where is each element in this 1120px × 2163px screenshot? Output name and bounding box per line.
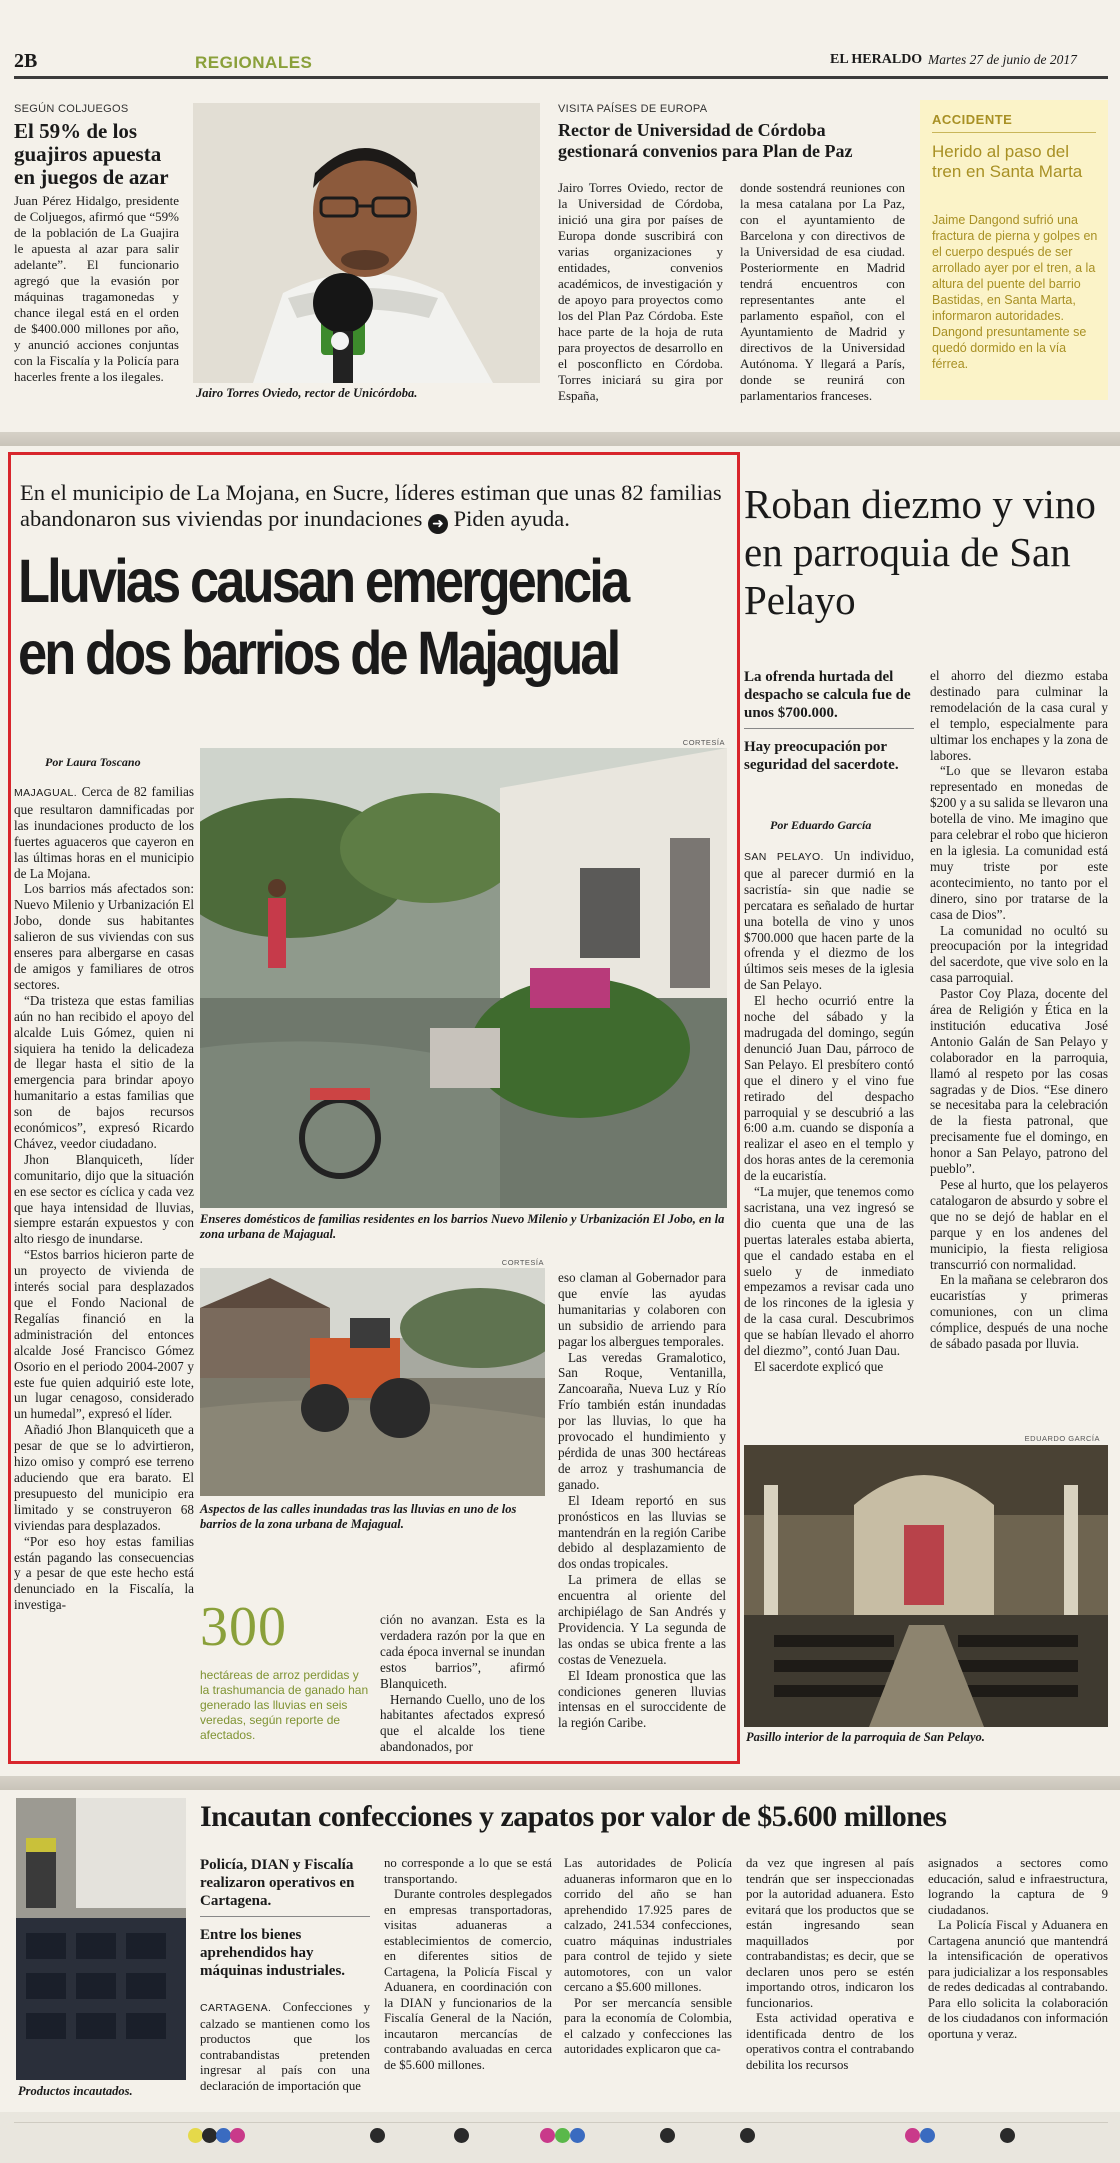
bottom-paragraph: Por ser mercancía sensible para la economía de Colombia, el calzado y confecciones las autoridades explicaron que ca- — [564, 1995, 732, 2056]
main-body-col3 — [558, 1270, 726, 1731]
registration-dot — [202, 2128, 217, 2143]
registration-dot — [740, 2128, 755, 2143]
registration-dot — [230, 2128, 245, 2143]
registration-dot — [216, 2128, 231, 2143]
story-body: Juan Pérez Hidalgo, presidente de Coljuegos, afirmó que “59% de la población de La Guajira le apuesta al azar para salir adelante”. El funcionario agregó que la evasión por máquinas tragamonedas y chance ilegal está en el orden de $400.000 millones por año, y anunció acciones conjuntas con la Fiscalía y la Policía para hacerles frente a los ilegales. — [14, 193, 179, 384]
registration-dot — [570, 2128, 585, 2143]
seized-goods-caption: Productos incautados. — [18, 2084, 133, 2098]
main-paragraph: Añadió Jhon Blanquiceth que a pesar de que se lo advirtieron, hizo omiso y compró ese terreno aduciendo que era barato. El presupuesto del municipio era limitado y se construyeron 68 viviendas para desplazados. — [14, 1422, 194, 1533]
photo-credit: CORTESÍA — [501, 1258, 544, 1267]
main-paragraph: “Por eso hoy estas familias están pagando las consecuencias y a pesar de que este hecho está denunciado en la Fiscalía, la investiga- — [14, 1533, 194, 1613]
church-interior-photo — [744, 1445, 1108, 1727]
right-paragraph: “Lo que se llevaron estaba representado en monedas de $200 y a su salida se llevaron una botella de vino. Me imagino que para celebrar el robo que hicieron en la iglesia. La comunidad está muy triste por este acontecimiento, no tanto por el dinero, sino por tratarse de la casa de Dios”. — [930, 763, 1108, 922]
bottom-paragraph: da vez que ingresen al país tendrán que ser inspeccionadas por la autoridad aduanera. Esto evitará que los productos que se están ingresando sean maquillados por contrabandistas; es decir, que se declaren unos pero se estén importando otros, indicaron los funcionarios. — [746, 1856, 914, 2010]
main-byline: Por Laura Toscano — [45, 755, 141, 769]
main-paragraph: Cerca de 82 familias que resultaron damnificadas por las inundaciones producto de los fuertes aguaceros que cayeron en las últimas horas en el municipio de La Mojana. — [14, 784, 194, 881]
section-title: REGIONALES — [195, 53, 313, 72]
stat-number: 300 — [200, 1596, 287, 1658]
accident-box — [920, 100, 1108, 400]
main-body-col1 — [14, 784, 194, 1613]
bottom-subhead: Policía, DIAN y Fiscalía realizaron operativos en Cartagena. — [200, 1857, 355, 1909]
bottom-paragraph: asignados a sectores como educación, salud e infraestructura, logrando la captura de 9 ciudadanos. — [928, 1856, 1108, 1917]
story-headline: El 59% de los guajiros apuesta en juegos de azar — [14, 119, 169, 189]
subhead-rule — [744, 728, 914, 729]
box-body: Jaime Dangond sufrió una fractura de pierna y golpes en el cuerpo después de ser arrollado ayer por el tren, a la altura del puente del barrio Bastidas, en Santa Marta, informaron autoridades. Dangond presuntamente se quedó dormido en la vía férrea. — [932, 213, 1098, 371]
right-dateline: SAN PELAYO. — [744, 851, 824, 863]
subhead-rule — [200, 1916, 370, 1917]
right-subhead: La ofrenda hurtada del despacho se calcula fue de unos $700.000. — [744, 669, 911, 721]
right-byline: Por Eduardo García — [770, 818, 872, 832]
registration-dot — [660, 2128, 675, 2143]
right-paragraph: El hecho ocurrió entre la noche del sábado y la madrugada del domingo, según denunció Juan Dau, párroco de San Pelayo. El presbítero contó que el dinero y el vino fue retirado del despacho parroquial y se descubrió a las 6:00 a.m. cuando se disponía a realizar el aseo en el templo y dos horas antes de la ceremonia de la eucaristía. — [744, 993, 914, 1184]
right-body-col1 — [744, 848, 914, 1375]
right-paragraph: Pastor Coy Plaza, docente del área de Religión y Ética en la institución educativa José Antonio Galán de San Pelayo y colaborador en la parroquia, llamó al respeto por las cosas sagradas y de Dios. “Ese dinero se necesitaba para la celebración de la fiesta patronal, que precisamente fue el domingo, en honor a San Pelayo, patrono del pueblo”. — [930, 986, 1108, 1177]
section-divider — [0, 432, 1120, 446]
main-deck-tail: Piden ayuda. — [453, 506, 570, 531]
church-interior-illustration — [744, 1445, 1108, 1727]
main-paragraph: Jhon Blanquiceth, líder comunitario, dijo que la situación en ese sector es cíclica y cada vez que haya intensidad de lluvias, siempre estarán expuestos y con alto riesgo de inundarse. — [14, 1151, 194, 1247]
story-body-col2: donde sostendrá reuniones con la mesa catalana por La Paz, con el ayuntamiento de Barcelona y con directivos de la Universidad de esa ciudad. Posteriormente en Madrid tendrá encuentros con representantes ante el parlamento español, con el Ayuntamiento de Madrid y directivos de la Universidad Autónoma. Y llegará a París, donde se reunirá con parlamentarios franceses. — [740, 180, 905, 403]
seized-goods-photo — [16, 1798, 186, 2080]
right-paragraph: el ahorro del diezmo estaba destinado para culminar la remodelación de la casa cural y el templo, especialmente para ultimar los enchapes y la zona de labores. — [930, 668, 1108, 763]
right-paragraph: “La mujer, que tenemos como sacristana, una vez ingresó se dio cuenta que una de las puertas laterales estaba abierta, que el candado estaba en el suelo y de inmediato empezamos a revisar cada uno de los rincones de la iglesia y de la casa cural. Descubrimos que se habían llevado el ahorro del diezmo”, contó Juan Dau. — [744, 1184, 914, 1359]
flood-household-illustration — [200, 748, 727, 1208]
main-paragraph: “Estos barrios hicieron parte de un proyecto de vivienda de interés social para desplazados que el Fondo Nacional de Regalías financió en la administración del entonces alcalde José Francisco Gómez Osorio en el periodo 2004-2007 y este fue quien adquirió este lote, un lugar cenagoso, considerado un humedal”, expresó el líder. — [14, 1247, 194, 1422]
bottom-dateline: CARTAGENA. — [200, 2002, 272, 2014]
box-headline: Herido al paso del tren en Santa Marta — [932, 142, 1083, 181]
registration-dot — [188, 2128, 203, 2143]
main-paragraph: La primera de ellas se encuentra al oriente del archipiélago de San Andrés y Providencia. Y La segunda de las ondas se ubica frente a las costas de Venezuela. — [558, 1572, 726, 1667]
bottom-paragraph: La Policía Fiscal y Aduanera en Cartagena anunció que mantendrá la intensificación de operativos para judicializar a los responsables de redes dedicadas al contrabando. Para ello solicita la colaboración de los ciudadanos con información oportuna y veraz. — [928, 1918, 1108, 2041]
bottom-body-col3 — [564, 1856, 732, 2058]
section-divider — [0, 1776, 1120, 1790]
bottom-paragraph: Las autoridades de Policía aduaneras informaron que en lo corrido del año se han aprehendido 17.925 pares de calzado, 241.534 confecciones, cuatro máquinas industriales para control de tejido y siete automotores, con un valor cercano a $5.600 millones. — [564, 1856, 732, 1994]
bottom-paragraph: Durante controles desplegados en empresas transportadoras, visitas aduaneras a establecimientos de comercio, en diferentes sitios de Cartagena, la Policía Fiscal y Aduanera, en coordinación con la DIAN y funcionarios de la Fiscalía General de la Nación, incautaron mercancías de contrabando avaluadas en cerca de $5.600 millones. — [384, 1887, 552, 2072]
registration-dot — [920, 2128, 935, 2143]
main-paragraph: Hernando Cuello, uno de los habitantes afectados expresó que el alcalde los tiene abandonados, por — [380, 1691, 545, 1755]
registration-strip — [0, 2112, 1120, 2163]
stat-text: hectáreas de arroz perdidas y la trashumancia de ganado han generado las lluvias en seis veredas, según reporte de afectados. — [200, 1668, 369, 1742]
main-paragraph: “Da tristeza que estas familias aún no han recibido el apoyo del alcalde Luis Gómez, quien ni siquiera ha tenido la delicadeza de llegar hasta el sitio de la emergencia para brindar apoyo humanitario a estas familias que son de bajos recursos económicos”, expresó Ricardo Chávez, veedor ciudadano. — [14, 992, 194, 1151]
registration-dot — [454, 2128, 469, 2143]
bottom-body-col2 — [384, 1856, 552, 2073]
right-paragraph: En la mañana se celebraron dos eucaristías y primeras comuniones, con un clima cómplice, después de una noche de sábado pasada por lluvia. — [930, 1272, 1108, 1352]
rector-illustration — [193, 103, 540, 383]
photo-credit: EDUARDO GARCÍA — [1024, 1434, 1100, 1443]
bottom-body-col5 — [928, 1856, 1108, 2042]
story-kicker: VISITA PAÍSES DE EUROPA — [558, 103, 708, 115]
right-paragraph: La comunidad no ocultó su preocupación por la integridad del sacerdote, que vive solo en la casa parroquial. — [930, 922, 1108, 986]
arrow-right-icon: ➜ — [428, 514, 448, 534]
main-paragraph: Los barrios más afectados son: Nuevo Milenio y Urbanización El Jobo, donde sus habitantes salieron de sus viviendas con sus enseres para albergarse en casas de amigos y familiares de otros sectores. — [14, 881, 194, 992]
header-rule — [14, 76, 1108, 79]
right-paragraph: El sacerdote explicó que — [754, 1359, 884, 1374]
registration-dot — [905, 2128, 920, 2143]
flooded-street-photo — [200, 1268, 545, 1496]
story-body-col1: Jairo Torres Oviedo, rector de la Universidad de Córdoba, inició una gira por países de Europa donde suscribirá con varias organizaciones y entidades, convenios académicos, de investigación y de apoyo para proyectos como los del Plan Paz Córdoba. Este hace parte de la hoja de ruta para proyectos de desarrollo en el posconflicto en Córdoba. Torres iniciará su gira por España, — [558, 180, 723, 403]
photo-credit: CORTESÍA — [682, 738, 725, 747]
registration-dot — [540, 2128, 555, 2143]
right-paragraph: Un individuo, que al parecer durmió en la sacristía- sin que nadie se percatara es señalado de hurtar una botella de vino y unos $700.000 que hacen parte de la ofrenda y el diezmo de los últimos seis meses de la iglesia de San Pelayo. — [744, 848, 915, 993]
strip-rule — [14, 2122, 1108, 2123]
issue-date: Martes 27 de junio de 2017 — [928, 52, 1077, 67]
rector-photo-caption: Jairo Torres Oviedo, rector de Unicórdoba. — [196, 386, 418, 400]
seized-goods-illustration — [16, 1798, 186, 2080]
main-paragraph: El Ideam pronostica que las condiciones generen lluvias intensas en el suroccidente de la región Caribe. — [558, 1667, 726, 1731]
bottom-paragraph: Confecciones y calzado se mantienen como los productos que los contrabandistas pretenden ingresar al país con una declaración de importación que — [200, 2000, 370, 2093]
box-rule — [932, 132, 1096, 133]
right-headline: Roban diezmo y vino en parroquia de San Pelayo — [744, 481, 1096, 623]
flooded-street-caption: Aspectos de las calles inundadas tras las lluvias en uno de los barrios de la zona urbana de Majagual. — [200, 1502, 517, 1531]
registration-dot — [1000, 2128, 1015, 2143]
main-body-colb2 — [380, 1612, 545, 1755]
story-headline: Rector de Universidad de Córdoba gestionará convenios para Plan de Paz — [558, 120, 853, 161]
main-headline-line-1: Lluvias causan emergencia — [18, 547, 628, 615]
story-kicker: SEGÚN COLJUEGOS — [14, 103, 129, 115]
main-paragraph: ción no avanzan. Esta es la verdadera razón por la que en cada época invernal se inundan estos barrios”, afirmó Blanquiceth. — [380, 1612, 545, 1691]
bottom-paragraph: no corresponde a lo que se está transportando. — [384, 1856, 552, 1886]
registration-dot — [555, 2128, 570, 2143]
rector-photo — [193, 103, 540, 383]
right-subhead: Hay preocupación por seguridad del sacerdote. — [744, 739, 899, 773]
bottom-body-col4 — [746, 1856, 914, 2073]
right-body-col2 — [930, 668, 1108, 1352]
bottom-paragraph: Esta actividad operativa e identificada dentro de los operativos contra el contrabando debilita los recursos — [746, 2011, 914, 2072]
main-paragraph: Las veredas Gramalotico, San Roque, Ventanilla, Zancoaraña, Nueva Luz y Río Frío también están inundadas por las lluvias, lo que ha provocado el hundimiento y pérdida de unas 300 hectáreas de arroz y trashumancia de ganado. — [558, 1349, 726, 1492]
flooded-street-illustration — [200, 1268, 545, 1496]
main-dateline: MAJAGUAL. — [14, 787, 78, 799]
main-headline-line-2: en dos barrios de Majagual — [18, 619, 619, 687]
main-deck — [20, 480, 730, 534]
main-paragraph: El Ideam reportó en sus pronósticos en las lluvias se mantendrán en la región Caribe debido al desplazamiento de dos ondas tropicales. — [558, 1492, 726, 1572]
page-number: 2B — [14, 50, 38, 72]
box-kicker: ACCIDENTE — [932, 112, 1013, 127]
flood-household-photo — [200, 748, 727, 1208]
main-paragraph: eso claman al Gobernador para que envíe las ayudas humanitarias y colaboren con un subsidio de arriendo para pagar los albergues temporales. — [558, 1270, 726, 1349]
flood-household-caption: Enseres domésticos de familias residentes en los barrios Nuevo Milenio y Urbanización El Jobo, en la zona urbana de Majagual. — [200, 1212, 725, 1241]
main-headline — [18, 545, 633, 689]
right-paragraph: Pese al hurto, que los pelayeros catalogaron de absurdo y sobre el que no se dejó de hablar en el parque y en los andenes del municipio, la fiesta religiosa transcurrió con normalidad. — [930, 1177, 1108, 1272]
registration-dot — [370, 2128, 385, 2143]
newspaper-name: EL HERALDO — [830, 52, 923, 67]
main-deck-text: En el municipio de La Mojana, en Sucre, líderes estiman que unas 82 familias abandonaron sus viviendas por inundaciones — [20, 480, 722, 531]
bottom-subhead: Entre los bienes aprehendidos hay máquinas industriales. — [200, 1927, 346, 1979]
church-interior-caption: Pasillo interior de la parroquia de San Pelayo. — [746, 1730, 985, 1744]
bottom-headline: Incautan confecciones y zapatos por valor de $5.600 millones — [200, 1800, 947, 1833]
bottom-body-col1 — [200, 2000, 370, 2094]
